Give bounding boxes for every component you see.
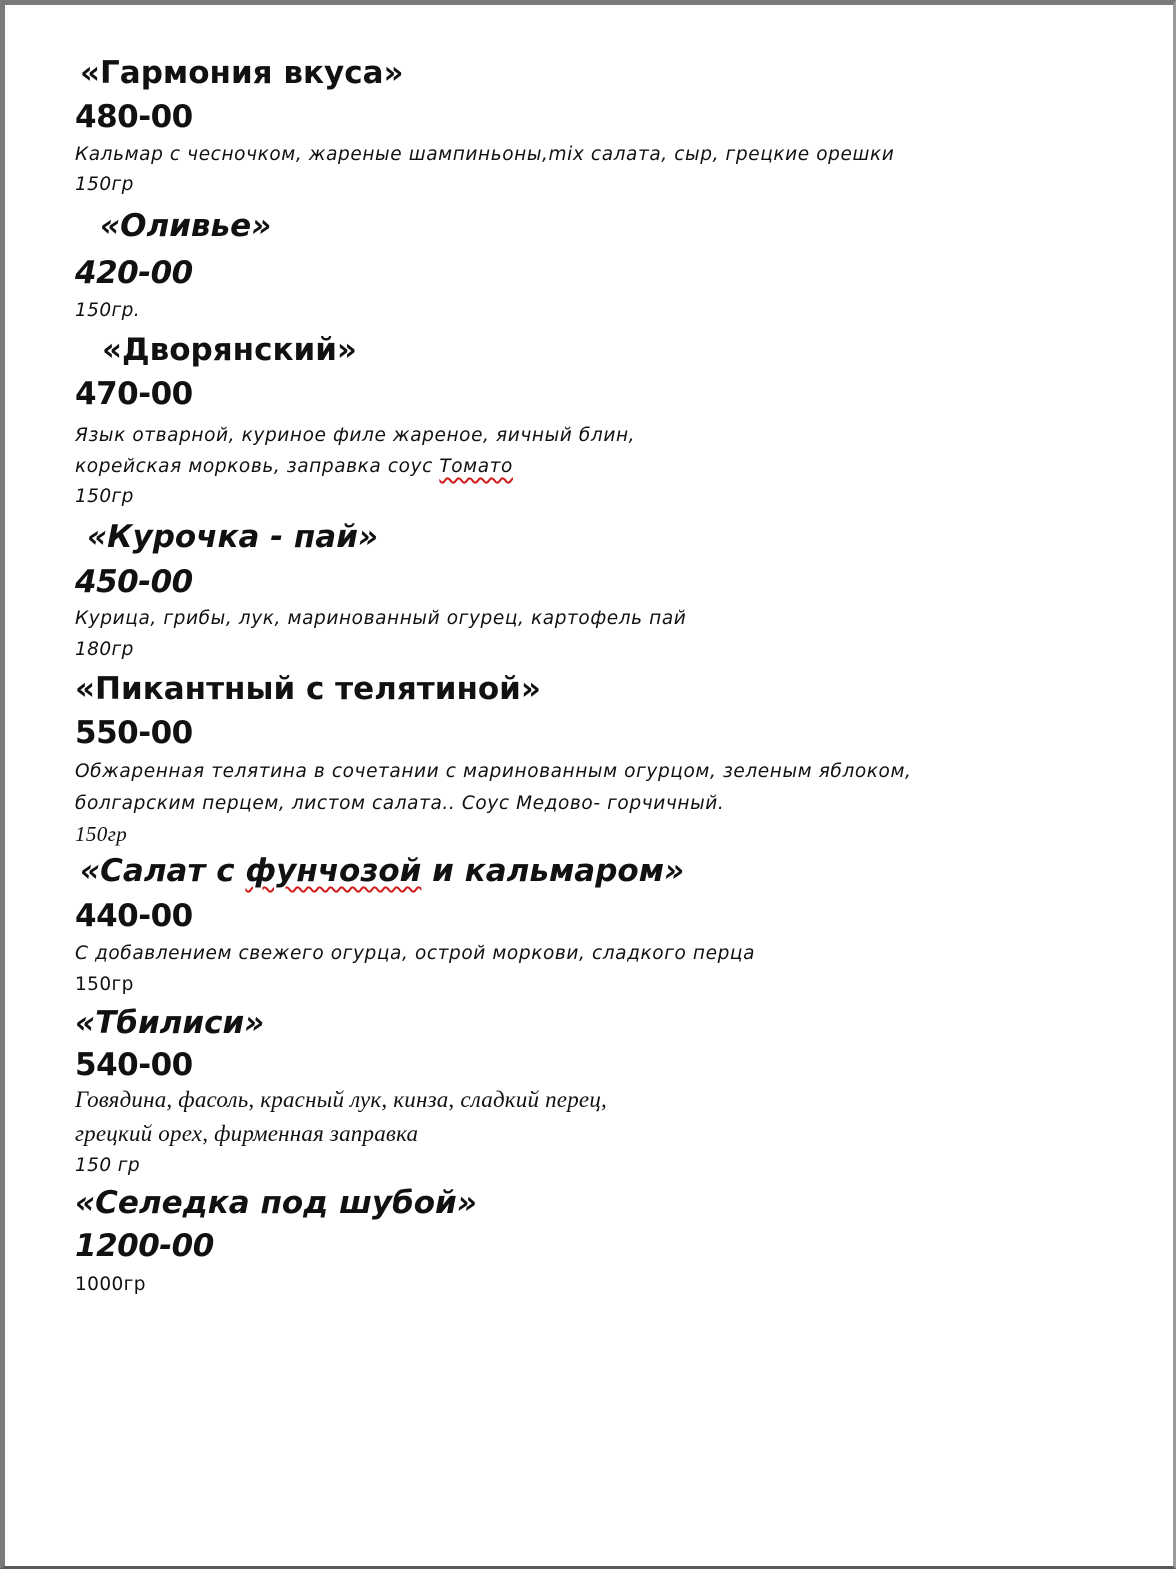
item-price: 550-00	[75, 715, 193, 751]
item-description: грецкий орех, фирменная заправка	[75, 1121, 419, 1146]
item-description	[75, 455, 513, 479]
item-title: «Оливье»	[100, 208, 272, 244]
title-text: «Салат с	[80, 853, 246, 889]
item-title: «Дворянский»	[102, 332, 357, 368]
item-weight: 1000гр	[75, 1274, 146, 1295]
item-description: болгарским перцем, листом салата.. Соус Медово- горчичный.	[75, 793, 725, 814]
item-weight: 150гр	[75, 174, 134, 195]
item-description: С добавлением свежего огурца, острой моркови, сладкого перца	[75, 943, 756, 964]
item-title: «Тбилиси»	[75, 1005, 265, 1041]
item-description: Курица, грибы, лук, маринованный огурец, картофель пай	[75, 608, 687, 629]
item-price: 420-00	[75, 255, 193, 291]
item-title: «Курочка - пай»	[87, 519, 379, 555]
item-description: Говядина, фасоль, красный лук, кинза, сладкий перец,	[75, 1087, 607, 1112]
item-title: «Пикантный с телятиной»	[75, 671, 541, 707]
item-weight: 150 гр	[75, 1155, 141, 1176]
item-price: 540-00	[75, 1047, 193, 1083]
item-price: 1200-00	[75, 1228, 214, 1264]
item-weight: 150гр	[75, 486, 134, 507]
spellcheck-word: фунчозой	[245, 853, 422, 889]
item-title	[80, 853, 684, 889]
description-text: корейская морковь, заправка соус	[75, 456, 440, 477]
spellcheck-word: Томато	[439, 456, 513, 477]
item-price: 470-00	[75, 376, 193, 412]
item-weight: 180гр	[75, 639, 134, 660]
item-description: Язык отварной, куриное филе жареное, яичный блин,	[75, 425, 636, 446]
item-price: 450-00	[75, 564, 193, 600]
item-price: 480-00	[75, 99, 193, 135]
item-title: «Селедка под шубой»	[75, 1185, 477, 1221]
item-weight: 150гр	[75, 822, 128, 846]
item-title: «Гармония вкуса»	[80, 55, 404, 91]
item-price: 440-00	[75, 898, 193, 934]
item-description: Кальмар с чесночком, жареные шампиньоны,mix салата, сыр, грецкие орешки	[75, 144, 895, 165]
item-weight: 150гр.	[75, 300, 141, 321]
title-text: и кальмаром»	[421, 853, 685, 889]
item-description: Обжаренная телятина в сочетании с маринованным огурцом, зеленым яблоком,	[75, 761, 912, 782]
item-weight: 150гр	[75, 974, 134, 995]
